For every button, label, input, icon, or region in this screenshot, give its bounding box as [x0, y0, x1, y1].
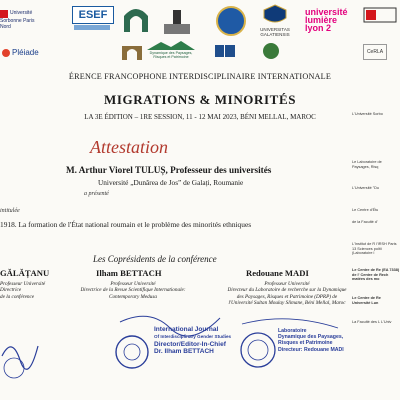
cerla-logo: CeRLA [363, 44, 387, 60]
partner-3: L'Université "Du [352, 186, 379, 190]
conference-type: ÉRENCE FRANCOPHONE INTERDISCIPLINAIRE INTERNATIONALE [68, 72, 332, 81]
presented-label: a présenté [84, 191, 109, 197]
partner-9: La Faculté des L L'Univ [352, 320, 392, 324]
conference-name: MIGRATIONS & MINORITÉS [103, 92, 297, 107]
esef-logo [72, 6, 112, 36]
ijigs-stamp [110, 308, 236, 388]
copresidents-heading: Les Coprésidents de la conférence [93, 254, 217, 264]
ijigs-line-4: Dr. Ilham BETTACH [154, 348, 214, 356]
ijigs-line-3: Director/Editor-In-Chief [154, 340, 226, 348]
dprp-stamp-line-3: Risques et Patrimoine [278, 340, 333, 347]
partner-5: de la Faculté d' [352, 220, 378, 224]
partner-1: L'Université Sorbo [352, 112, 383, 116]
galatiensis-logo [252, 4, 298, 38]
partner-2: Le Laboratoire de Paysages, Risq [352, 160, 382, 169]
copresident-name-3: Redouane MADI [246, 268, 309, 278]
lyon-line-1: université [305, 7, 348, 17]
attestation-title: Attestation [90, 137, 168, 157]
copresident-name-1: GĂLĂȚANU [0, 268, 50, 278]
titled-label: intitulée [0, 208, 20, 214]
galatiensis-logo-text: UNIVERSITAS GALATIENSIS [260, 27, 290, 37]
tower-logo [160, 6, 194, 36]
copresident-role-3: Professeur Université Directeur du Laboratoire de recherche sur la Dynamique des Paysages, Risques et Patrimoine (DPRP) de l'Université Sultan Moulay Slimane, Béni Mellal, Maroc [227, 281, 347, 307]
galati-crest-icon [262, 4, 288, 26]
lyon-line-3: lyon 2 [305, 23, 332, 33]
university-seal-logo [216, 6, 246, 36]
mosque-arch-logo [122, 4, 150, 34]
esef-logo-text: ESEF [72, 6, 114, 24]
landscape-icon [147, 40, 195, 50]
copresident-role-1: Professeur Université Directrice de la conférence [0, 281, 46, 300]
dprp-stamp-line-4: Directeur: Redouane MADI [278, 346, 344, 353]
copresident-role-2: Professeur Université Directrice de la Revue Scientifique Internationale: Contemporary Medusa [80, 281, 186, 300]
lyon2-logo [305, 8, 348, 32]
signature-left-icon [0, 316, 40, 386]
dprp-stamp-line-2: Dynamique des Paysages, [278, 334, 344, 341]
dprp-logo-text: Dynamique des Paysages, Risques et Patrimoine [149, 51, 193, 59]
ijigs-line-1: International Journal [154, 326, 219, 333]
partner-4: Le Centre d'Étu [352, 208, 379, 212]
sorbonne-paris-nord-logo [0, 10, 46, 36]
ijigs-line-2: Of Interdisciplinary Gender Studies [154, 334, 232, 340]
gate-logo [120, 40, 144, 60]
talk-title: 1918. La formation de l'État national roumain et le problème des minorités ethniques [0, 220, 252, 229]
uni-logo [360, 4, 400, 28]
dprp-stamp-line-1: Laboratoire [278, 328, 307, 334]
partner-6: L'Institut de R l'IRSH Paris 13 Sciences politi (Laboratoire l [352, 242, 397, 256]
partner-8: Le Centre de Re Université Lun [352, 296, 381, 305]
recipient-university: Université „Dunărea de Jos” de Galați, Roumanie [98, 178, 244, 187]
usp-logo-text: Université Sorbonne Paris Nord [0, 10, 35, 30]
copresident-name-2: Ilham BETTACH [96, 268, 162, 278]
partner-7: Le Centre de Re (EA 7338) de l' Centre de Rech matées des mo [352, 268, 400, 282]
recipient-name: M. Arthur Viorel TULUȘ, Professeur des universités [66, 165, 272, 175]
lyon-line-2: lumière [305, 15, 338, 25]
dprp-stamp [238, 316, 352, 386]
esef-logo-sub [72, 24, 112, 33]
pleiade-logo [2, 48, 39, 57]
esef-emblem-icon [72, 24, 112, 32]
lab-logo [260, 42, 282, 60]
pleiade-logo-text: Pléiade [12, 48, 39, 57]
conference-edition: LA 3E ÉDITION – 1RE SESSION, 11 - 12 MAI 2023, BÉNI MELLAL, MAROC [84, 113, 316, 121]
dprp-logo [146, 40, 196, 60]
book-logo [214, 44, 236, 58]
